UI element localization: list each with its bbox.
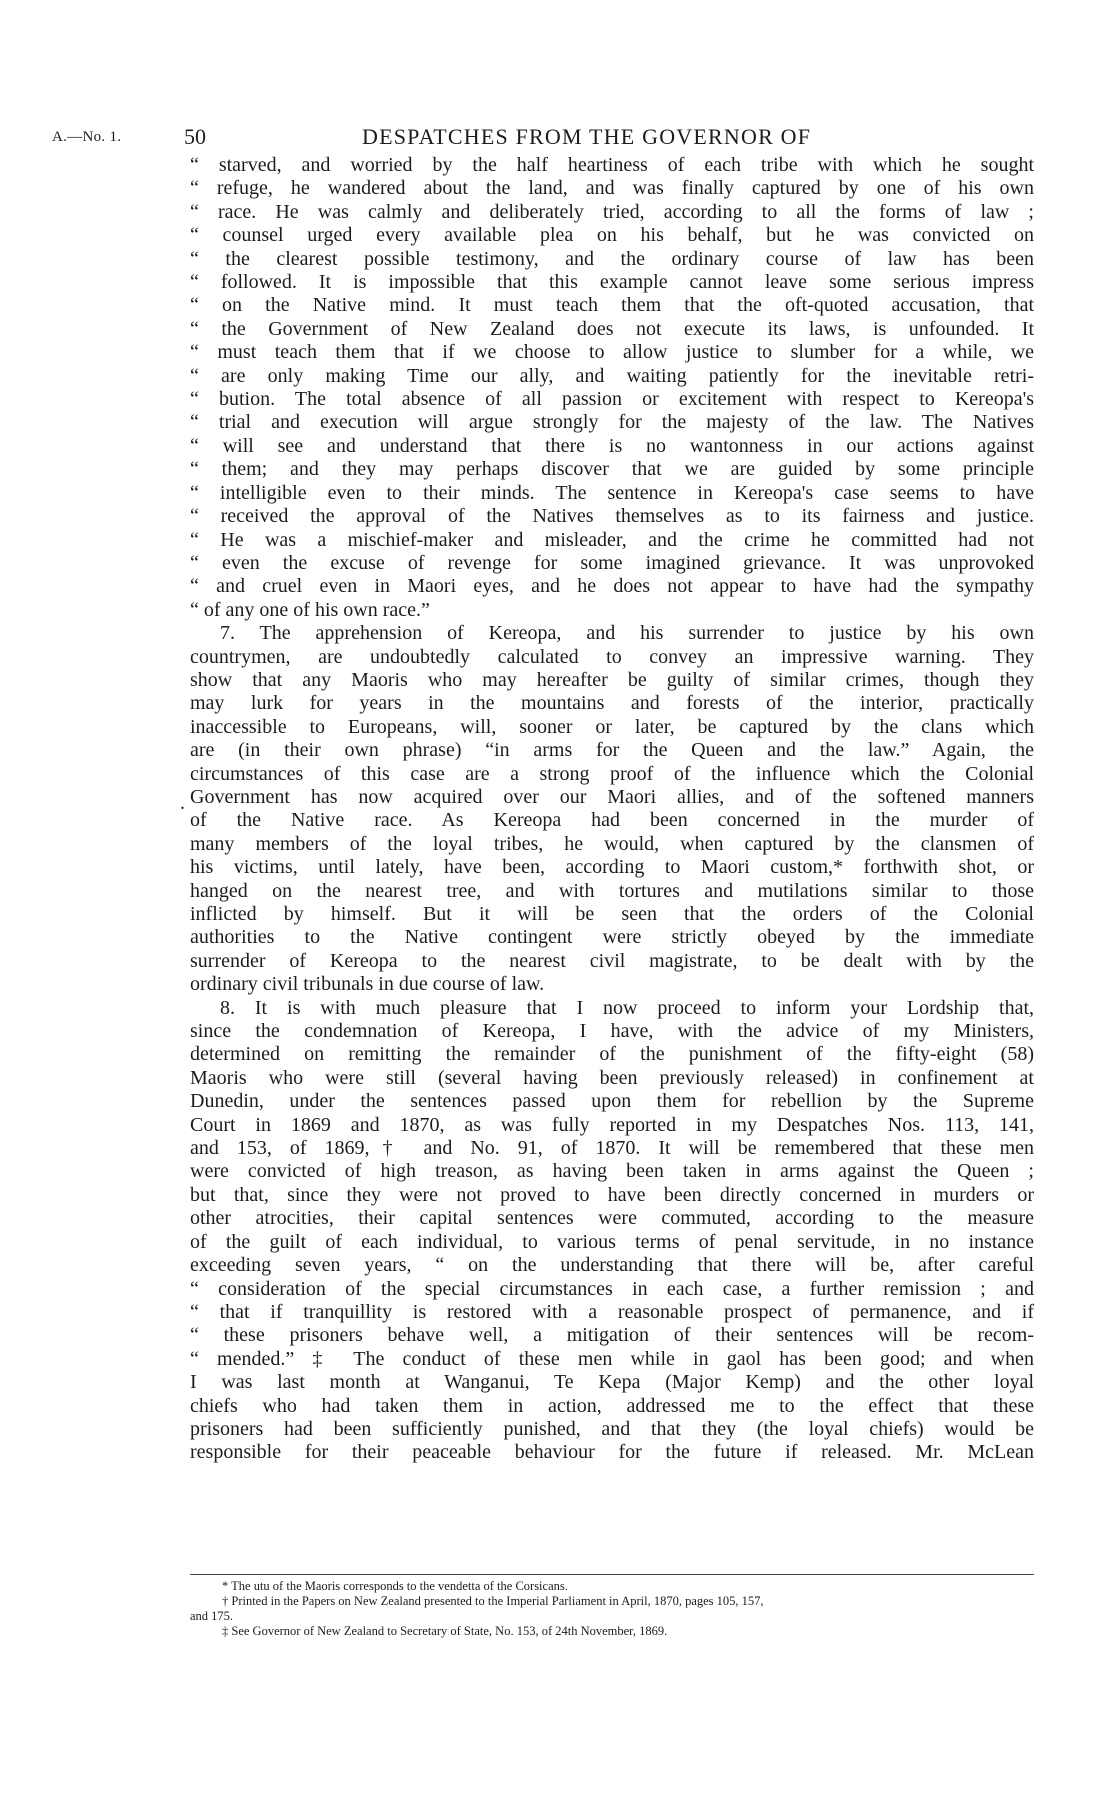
text-line: “ the clearest possible testimony, and the ordinary course of law has been [190, 247, 1034, 270]
footnote-utu: * The utu of the Maoris corresponds to the vendetta of the Corsicans. [222, 1579, 568, 1593]
body-text [190, 154, 1034, 1465]
text-line: “ even the excuse of revenge for some imagined grievance. It was unprovoked [190, 551, 1034, 574]
text-line: “ and cruel even in Maori eyes, and he does not appear to have had the sympathy [190, 575, 1034, 598]
text-line: “ must teach them that if we choose to allow justice to slumber for a while, we [190, 341, 1034, 364]
text-line: and 153, of 1869,† and No. 91, of 1870. It will be remembered that these men [190, 1137, 1034, 1160]
paragraph-7-start: 7. The apprehension of Kereopa, and his surrender to justice by his own [220, 622, 1034, 645]
text-line: “ will see and understand that there is no wantonness in our actions against [190, 434, 1034, 457]
text-line: “ race. He was calmly and deliberately tried, according to all the forms of law ; [190, 200, 1034, 223]
text-line: “ on the Native mind. It must teach them that the oft-quoted accusation, that [190, 294, 1034, 317]
text-line: were convicted of high treason, as having been taken in arms against the Queen ; [190, 1160, 1034, 1183]
text-line: inflicted by himself. But it will be seen that the orders of the Colonial [190, 903, 1034, 925]
text-line: surrender of Kereopa to the nearest civil magistrate, to be dealt with by the [190, 949, 1034, 972]
text-line: exceeding seven years, “ on the understanding that there will be, after careful [190, 1254, 1034, 1277]
text-line: “ bution. The total absence of all passion or excitement with respect to Kereopa's [190, 388, 1034, 411]
text-line: “ these prisoners behave well, a mitigation of their sentences will be recom- [190, 1324, 1034, 1347]
text-line: Dunedin, under the sentences passed upon them for rebellion by the Supreme [190, 1090, 1034, 1113]
text-line: responsible for their peaceable behaviour for the future if released. Mr. McLean [190, 1441, 1034, 1464]
text-line: are (in their own phrase) “in arms for the Queen and the law.” Again, the [190, 739, 1034, 762]
text-line: “ followed. It is impossible that this example cannot leave some serious impress [190, 271, 1034, 294]
text-line: “ the Government of New Zealand does not execute its laws, is unfounded. It [190, 317, 1034, 340]
text-line: may lurk for years in the mountains and forests of the interior, practically [190, 692, 1034, 715]
text-line: Government has now acquired over our Maori allies, and of the softened manners [190, 785, 1034, 808]
text-line: “ that if tranquillity is restored with a reasonable prospect of permanence, and if [190, 1300, 1034, 1323]
text-line: determined on remitting the remainder of the punishment of the fifty-eight (58) [190, 1043, 1034, 1066]
document-reference: A.—No. 1. [52, 129, 122, 145]
text-line: authorities to the Native contingent were strictly obeyed by the immediate [190, 926, 1034, 949]
text-line: “ intelligible even to their minds. The sentence in Kereopa's case seems to have [190, 481, 1034, 504]
text-line: “ starved, and worried by the half heartiness of each tribe with which he sought [190, 154, 1034, 176]
text-line: Court in 1869 and 1870, as was fully reported in my Despatches Nos. 113, 141, [190, 1113, 1034, 1136]
text-line: of the guilt of each individual, to various terms of penal servitude, in no instance [190, 1230, 1034, 1253]
text-line: circumstances of this case are a strong proof of the influence which the Colonial [190, 762, 1034, 785]
text-line: “ refuge, he wandered about the land, and was finally captured by one of his own [190, 177, 1034, 200]
text-line: ordinary civil tribunals in due course of law. [190, 973, 545, 996]
page-header [52, 124, 1062, 154]
text-line: inaccessible to Europeans, will, sooner or later, be captured by the clans which [190, 715, 1034, 738]
text-line: “ are only making Time our ally, and waiting patiently for the inevitable retri- [190, 364, 1034, 387]
text-line: show that any Maoris who may hereafter be guilty of similar crimes, though they [190, 668, 1034, 691]
footnote-printed-papers: † Printed in the Papers on New Zealand presented to the Imperial Parliament in April, 1870, pages 105, 157, [222, 1594, 764, 1608]
text-line: “ mended.” ‡ The conduct of these men while in gaol has been good; and when [190, 1347, 1034, 1370]
text-line: Maoris who were still (several having been previously released) in confinement at [190, 1066, 1034, 1089]
text-line: “ consideration of the special circumstances in each case, a further remission ; and [190, 1277, 1034, 1300]
text-line: since the condemnation of Kereopa, I have, with the advice of my Ministers, [190, 1020, 1034, 1043]
text-line: prisoners had been sufficiently punished, and that they (the loyal chiefs) would be [190, 1417, 1034, 1440]
text-line: other atrocities, their capital sentences were commuted, according to the measure [190, 1207, 1034, 1230]
paragraph-8-start: 8. It is with much pleasure that I now proceed to inform your Lordship that, [220, 996, 1034, 1019]
footnote-despatch-reference: ‡ See Governor of New Zealand to Secretary of State, No. 153, of 24th November, 1869. [222, 1624, 668, 1638]
footnote-printed-papers-continued: and 175. [190, 1609, 234, 1623]
footnotes [190, 1574, 1034, 1639]
text-line: I was last month at Wanganui, Te Kepa (Major Kemp) and the other loyal [190, 1371, 1034, 1394]
footnote-divider [190, 1574, 1034, 1575]
text-line: many members of the loyal tribes, he would, when captured by the clansmen of [190, 832, 1034, 855]
text-line: his victims, until lately, have been, according to Maori custom,* forthwith shot, or [190, 856, 1034, 879]
text-line: chiefs who had taken them in action, addressed me to the effect that these [190, 1394, 1034, 1417]
text-line: “ them; and they may perhaps discover that we are guided by some principle [190, 458, 1034, 481]
text-line: “ He was a mischief-maker and misleader, and the crime he committed had not [190, 528, 1034, 551]
text-line: countrymen, are undoubtedly calculated to convey an impressive warning. They [190, 645, 1034, 668]
text-line: but that, since they were not proved to have been directly concerned in murders or [190, 1183, 1034, 1206]
running-title: DESPATCHES FROM THE GOVERNOR OF [362, 124, 812, 149]
margin-mark: . [180, 792, 185, 814]
text-line: “ trial and execution will argue strongly for the majesty of the law. The Natives [190, 411, 1034, 434]
text-line: “ of any one of his own race.” [190, 598, 430, 621]
text-line: “ counsel urged every available plea on his behalf, but he was convicted on [190, 224, 1034, 247]
page-number: 50 [184, 124, 206, 149]
text-line: hanged on the nearest tree, and with tortures and mutilations similar to those [190, 879, 1034, 902]
text-line: “ received the approval of the Natives themselves as to its fairness and justice. [190, 505, 1034, 528]
text-line: of the Native race. As Kereopa had been concerned in the murder of [190, 809, 1034, 832]
